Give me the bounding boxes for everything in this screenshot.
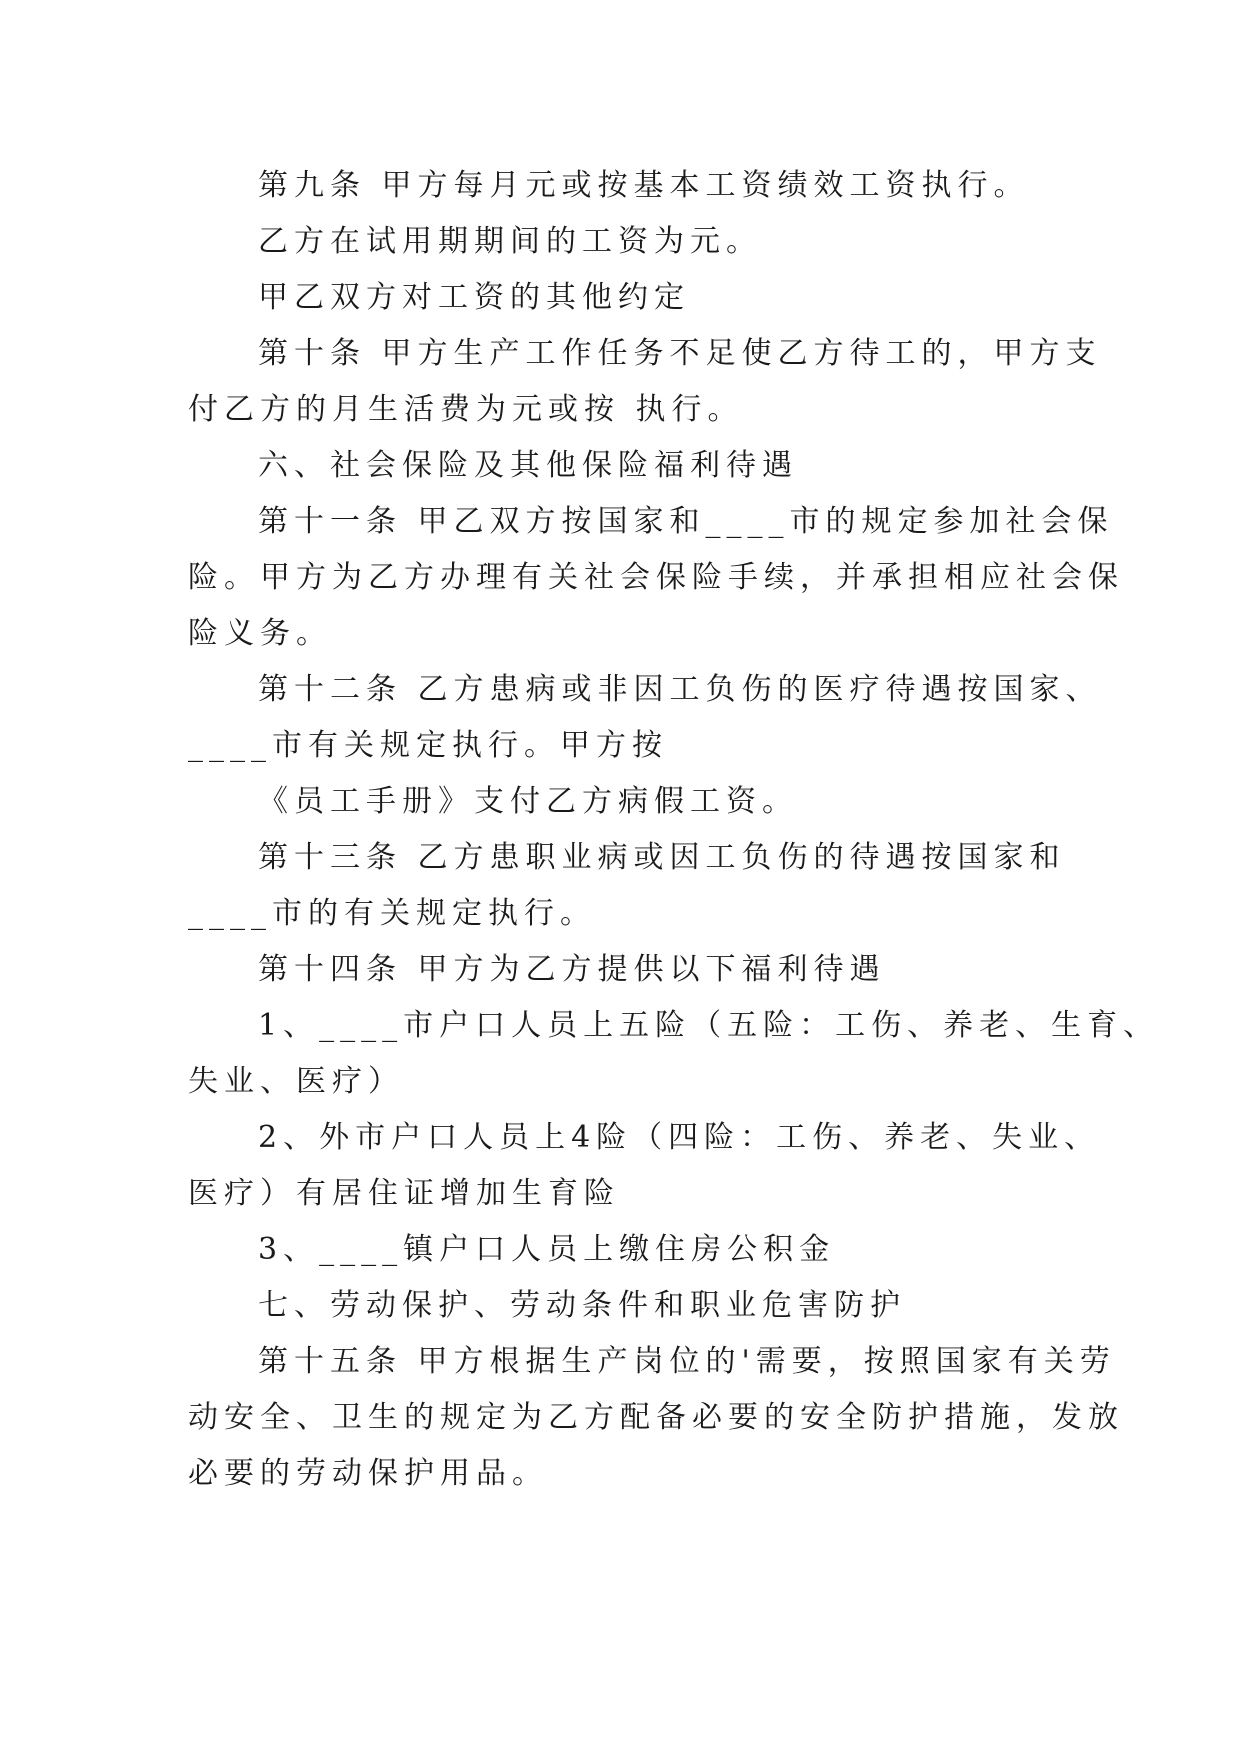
article-15-line-1: 第十五条 甲方根据生产岗位的'需要，按照国家有关劳 xyxy=(258,1344,1116,1379)
article-9-line-3: 甲乙双方对工资的其他约定 xyxy=(258,280,690,315)
article-9-line-1: 第九条 甲方每月元或按基本工资绩效工资执行。 xyxy=(258,168,1030,203)
section-7-heading: 七、劳动保护、劳动条件和职业危害防护 xyxy=(258,1288,906,1323)
article-12-line-3: 《员工手册》支付乙方病假工资。 xyxy=(258,784,798,819)
article-15-line-3: 必要的劳动保护用品。 xyxy=(188,1456,548,1491)
article-10-line-1: 第十条 甲方生产工作任务不足使乙方待工的，甲方支 xyxy=(258,336,1102,371)
article-15-line-2: 动安全、卫生的规定为乙方配备必要的安全防护措施，发放 xyxy=(188,1400,1124,1435)
article-11-line-2: 险。甲方为乙方办理有关社会保险手续，并承担相应社会保 xyxy=(188,560,1124,595)
benefit-item-1-line-1: 1、____市户口人员上五险（五险：工伤、养老、生育、 xyxy=(258,1008,1160,1043)
article-12-line-2: ____市有关规定执行。甲方按 xyxy=(188,728,668,763)
benefit-item-2-line-2: 医疗）有居住证增加生育险 xyxy=(188,1176,620,1211)
benefit-item-2-line-1: 2、外市户口人员上4险（四险：工伤、养老、失业、 xyxy=(258,1120,1101,1155)
article-14-line-1: 第十四条 甲方为乙方提供以下福利待遇 xyxy=(258,952,886,987)
section-6-heading: 六、社会保险及其他保险福利待遇 xyxy=(258,448,798,483)
article-13-line-2: ____市的有关规定执行。 xyxy=(188,896,596,931)
article-11-line-1: 第十一条 甲乙双方按国家和____市的规定参加社会保 xyxy=(258,504,1114,539)
benefit-item-1-line-2: 失业、医疗） xyxy=(188,1064,404,1099)
benefit-item-3: 3、____镇户口人员上缴住房公积金 xyxy=(258,1232,836,1267)
article-11-line-3: 险义务。 xyxy=(188,616,332,651)
article-9-line-2: 乙方在试用期期间的工资为元。 xyxy=(258,224,762,259)
article-10-line-2: 付乙方的月生活费为元或按 执行。 xyxy=(188,392,744,427)
article-13-line-1: 第十三条 乙方患职业病或因工负伤的待遇按国家和 xyxy=(258,840,1066,875)
article-12-line-1: 第十二条 乙方患病或非因工负伤的医疗待遇按国家、 xyxy=(258,672,1102,707)
